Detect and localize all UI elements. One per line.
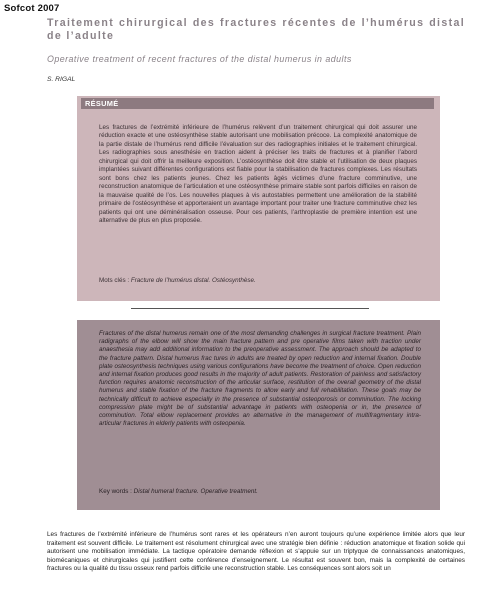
journal-header: Sofcot 2007 — [4, 3, 60, 14]
body-paragraph: Les fractures de l’extrémité inférieure de l’humérus sont rares et les opérateurs n’en auront toujours qu’une expérience limitée alors que leur traitement est souvent difficile. Le traitement est résolument chirurgical avec une stratégie bien définie : réduction anatomique et fixation solide qui autorisent une mobilisation immédiate. La tactique opératoire demande réflexion et s’appuie sur un triptyque de connaissances anatomiques, biomécaniques et chirurgicales qui justifient cette conférence d’enseignement. Le résultat est souvent bon, mais la complexité de certaines fractures ou la qualité du tissu osseux rend parfois difficile une reconstruction stable. Les conséquences sont alors soit un — [47, 531, 465, 572]
abstract-text: Fractures of the distal humerus remain one of the most demanding challenges in surgical fracture treatment. Plain radigraphs of the elbow will show the main fracture pattern and pre operative films taken with traction under anaesthesia may add additional information to the preoperative assessment. The approach should be adapted to the fracture pattern. Distal humerus frac tures in adults are treated by open reduction and internal fixation. Double plate osteosynthesis techniques using various configurations have become the treatment of choice. Open reduction and internal fixation produces good results in the majority of adult patients. Restoration of painless and satisfactory function requires anatomic reconstruction of the articular surface, restitution of the overall geometry of the distal humerus and stable fixation of the fracture fragments to allow early and full rehabilitation. These goals may be technically difficult to achieve especially in the presence of substantial osteoporosis or comminution. The locking compression plate might be of substantial advantage in patients with osteopenia or in, the presence of comminution. Total elbow replacement provides an alternative in the management of multifragmentary intra-articular fractures in elderly patients with osteopenia. — [99, 330, 421, 428]
author: S. RIGAL — [47, 76, 76, 83]
resume-box — [77, 96, 440, 301]
abstract-keywords — [99, 488, 421, 495]
resume-keywords-value: Fracture de l’humérus distal. Ostéosynthèse. — [130, 277, 256, 284]
article-title: Traitement chirurgical des fractures récentes de l’humérus distal de l’adulte — [47, 17, 465, 42]
separator-rule — [131, 308, 369, 309]
resume-keywords — [99, 277, 417, 284]
article-title-english: Operative treatment of recent fractures of the distal humerus in adults — [47, 54, 352, 64]
resume-text: Les fractures de l’extrémité inférieure de l’humérus relèvent d’un traitement chirurgical qui doit assurer une réduction exacte et une ostéosynthèse stable autorisant une mobilisation précoce. La complexité anatomique de la partie distale de l’humérus rend difficile l’évaluation sur des radiographies initiales et le traitement chirurgical. Les radiographies sous anesthésie en traction aident à préciser les traits de fractures et à planifier l’abord chirurgical qui doit offrir la meilleure exposition. L’ostéosynthèse doit être stable et l’utilisation de deux plaques implantées suivant différentes configurations est fiable pour la stabilisation de fractures complexes. Les résultats sont bons chez les patients jeunes. Chez les patients âgés victimes d’une fracture comminutive, une reconstruction anatomique de l’articulation et une ostéosynthèse primaire stable sont parfois difficiles en raison de la mauvaise qualité de l’os. Les nouvelles plaques à vis autostables permettent une amélioration de la stabilité primaire de l’ostéosynthèse et apporteraient un avantage important pour traiter une fracture comminutive chez les patients qui ont une déminéralisation osseuse. Pour ces patients, l’arthroplastie de première intention est une alternative de plus en plus proposée. — [99, 124, 417, 224]
resume-heading: RÉSUMÉ — [81, 98, 434, 109]
resume-keywords-label: Mots clés : — [99, 277, 130, 284]
abstract-box — [77, 320, 440, 510]
abstract-keywords-value: Distal humeral fracture. Operative treatment. — [133, 488, 258, 495]
abstract-keywords-label: Key words : — [99, 488, 132, 495]
